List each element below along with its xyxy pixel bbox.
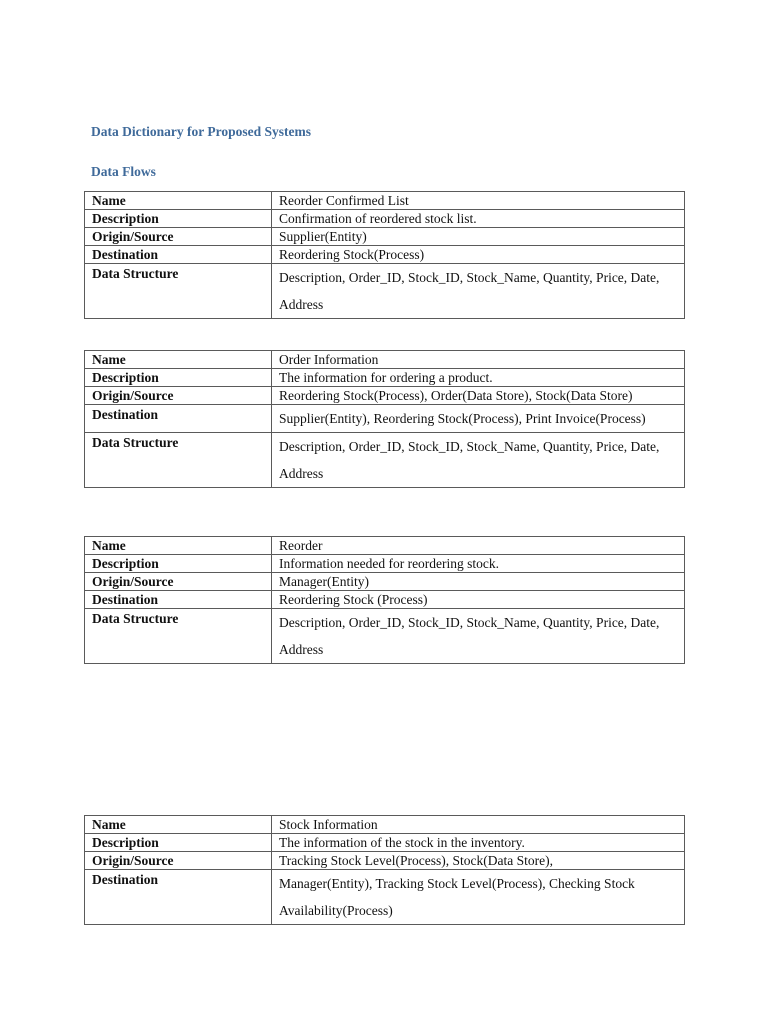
- row-value: Supplier(Entity), Reordering Stock(Process), Print Invoice(Process): [272, 405, 685, 433]
- row-label: Destination: [85, 246, 272, 264]
- table-row: [85, 246, 685, 264]
- row-value: Stock Information: [272, 816, 685, 834]
- row-value: Reordering Stock(Process), Order(Data Store), Stock(Data Store): [272, 387, 685, 405]
- table-row: [85, 387, 685, 405]
- row-label: Origin/Source: [85, 852, 272, 870]
- row-value: Information needed for reordering stock.: [272, 555, 685, 573]
- data-flow-table-order-information: [84, 350, 685, 488]
- data-flow-table-stock-information: [84, 815, 685, 925]
- row-value: Description, Order_ID, Stock_ID, Stock_Name, Quantity, Price, Date, Address: [272, 433, 685, 488]
- table-row: [85, 870, 685, 925]
- row-label: Description: [85, 369, 272, 387]
- data-flow-table-reorder: [84, 536, 685, 664]
- table-row: [85, 537, 685, 555]
- row-label: Data Structure: [85, 264, 272, 319]
- row-label: Destination: [85, 870, 272, 925]
- row-label: Description: [85, 555, 272, 573]
- table-row: [85, 351, 685, 369]
- row-label: Destination: [85, 405, 272, 433]
- row-label: Origin/Source: [85, 387, 272, 405]
- section-title-data-flows: Data Flows: [91, 164, 156, 179]
- table-row: [85, 369, 685, 387]
- row-value: Reorder Confirmed List: [272, 192, 685, 210]
- row-value: Confirmation of reordered stock list.: [272, 210, 685, 228]
- row-label: Destination: [85, 591, 272, 609]
- row-value: Supplier(Entity): [272, 228, 685, 246]
- row-value: Description, Order_ID, Stock_ID, Stock_Name, Quantity, Price, Date, Address: [272, 609, 685, 664]
- row-value: The information of the stock in the inventory.: [272, 834, 685, 852]
- row-label: Name: [85, 351, 272, 369]
- data-flow-table-reorder-confirmed-list: [84, 191, 685, 319]
- table-row: [85, 555, 685, 573]
- row-value: The information for ordering a product.: [272, 369, 685, 387]
- row-label: Description: [85, 210, 272, 228]
- row-label: Data Structure: [85, 433, 272, 488]
- row-value: Order Information: [272, 351, 685, 369]
- row-value: Reorder: [272, 537, 685, 555]
- row-label: Description: [85, 834, 272, 852]
- table-row: [85, 852, 685, 870]
- table-row: [85, 228, 685, 246]
- table-row: [85, 834, 685, 852]
- table-row: [85, 405, 685, 433]
- row-value: Manager(Entity): [272, 573, 685, 591]
- table-row: [85, 591, 685, 609]
- row-label: Origin/Source: [85, 228, 272, 246]
- row-label: Name: [85, 192, 272, 210]
- table-row: [85, 573, 685, 591]
- table-row: [85, 609, 685, 664]
- table-row: [85, 264, 685, 319]
- row-value: Reordering Stock(Process): [272, 246, 685, 264]
- row-value: Tracking Stock Level(Process), Stock(Data Store),: [272, 852, 685, 870]
- row-label: Name: [85, 816, 272, 834]
- row-label: Name: [85, 537, 272, 555]
- row-label: Origin/Source: [85, 573, 272, 591]
- row-label: Data Structure: [85, 609, 272, 664]
- row-value: Manager(Entity), Tracking Stock Level(Process), Checking Stock Availability(Process): [272, 870, 685, 925]
- row-value: Reordering Stock (Process): [272, 591, 685, 609]
- document-title: Data Dictionary for Proposed Systems: [91, 124, 311, 139]
- row-value: Description, Order_ID, Stock_ID, Stock_Name, Quantity, Price, Date, Address: [272, 264, 685, 319]
- table-row: [85, 210, 685, 228]
- table-row: [85, 433, 685, 488]
- table-row: [85, 192, 685, 210]
- table-row: [85, 816, 685, 834]
